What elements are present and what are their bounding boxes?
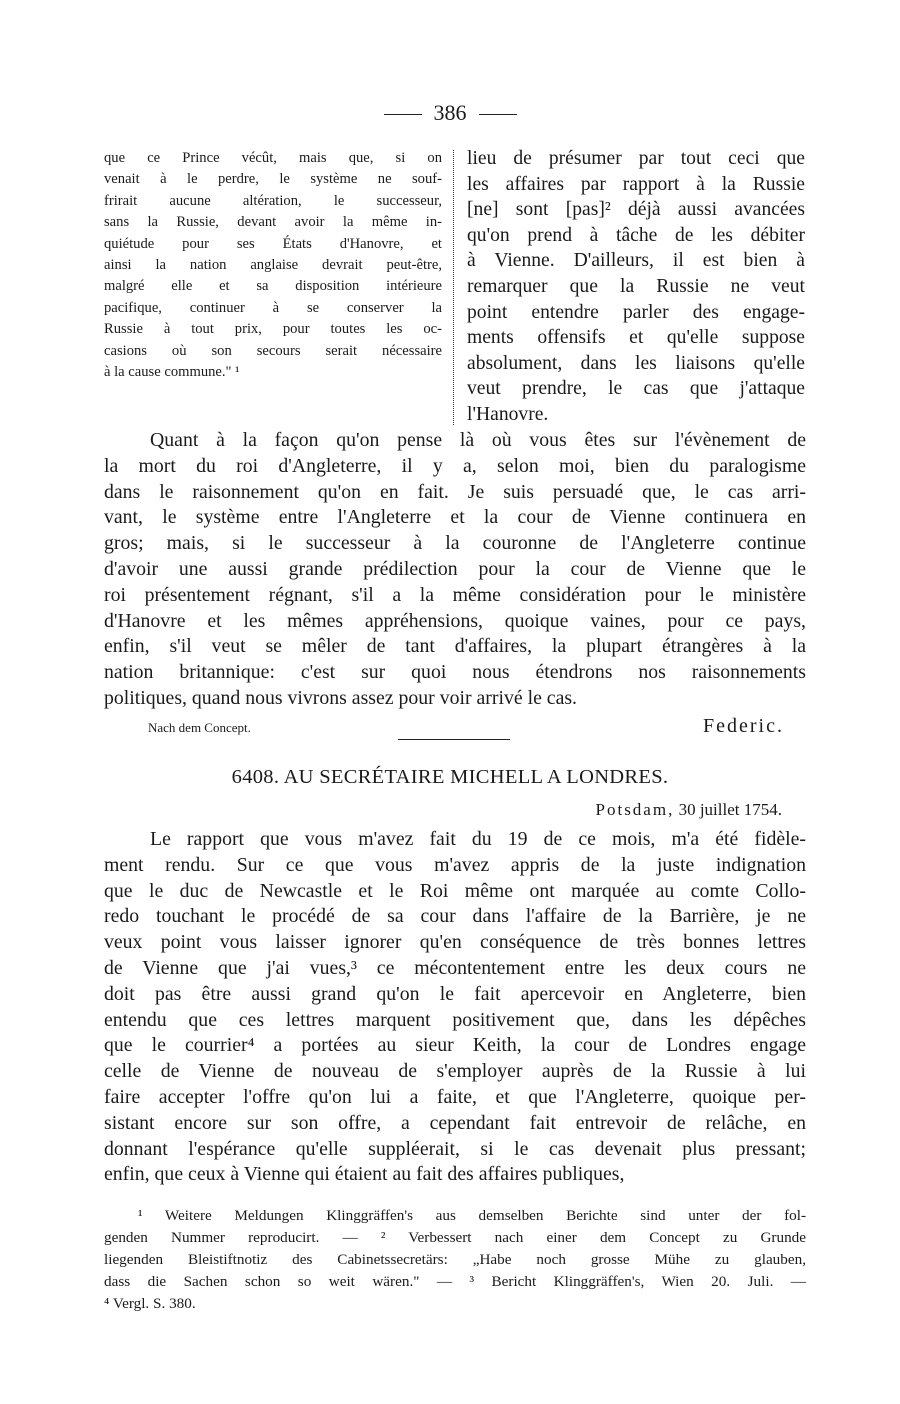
paragraph-2-line: que le duc de Newcastle et le Roi même ont marquée au comte Collo- [104,879,806,902]
column-divider [453,150,454,425]
left-column-line: casions où son secours serait nécessaire [104,342,442,359]
right-column-line: à Vienne. D'ailleurs, il est bien à [467,250,805,272]
closing-row [104,715,806,745]
paragraph-2-line: de Vienne que j'ai vues,³ ce mécontentement entre les deux cours ne [104,956,806,979]
right-column-line: l'Hanovre. [467,403,549,425]
paragraph-2-line: redo touchant le procédé de sa cour dans l'affaire de la Barrière, je ne [104,905,806,928]
paragraph-1-line: politiques, quand nous vivrons assez pour voir arrivé le cas. [104,686,577,709]
left-column-line: que ce Prince vécût, mais que, si on [104,150,442,166]
paragraph-1 [104,428,806,712]
header-dash-right [479,114,517,115]
paragraph-1-line: Quant à la façon qu'on pense là où vous êtes sur l'évènement de [150,429,806,451]
paragraph-2-line: ment rendu. Sur ce que vous m'avez appris de la juste indignation [104,853,806,876]
paragraph-1-line: d'Hanovre et les mêmes appréhensions, quoique vaines, pour ce pays, [104,609,806,632]
dateline [596,800,782,820]
footnote-line: genden Nummer reproducirt. — ² Verbessert nach einer dem Concept zu Grunde [104,1229,806,1246]
page-header [0,100,900,126]
paragraph-1-line: roi présentement régnant, s'il a la même considération pour le ministère [104,583,806,606]
signature: Federic. [703,715,784,737]
paragraph-2-line: celle de Vienne de nouveau de s'employer auprès de la Russie à lui [104,1060,806,1083]
right-column-line: remarquer que la Russie ne veut [467,275,805,297]
paragraph-1-line: nation britannique: c'est sur quoi nous étendrons nos raisonnements [104,661,806,684]
right-column-line: ments offensifs et qu'elle suppose [467,327,805,349]
left-column-line: ainsi la nation anglaise devrait peut-être, [104,257,442,274]
page-number: 386 [433,100,467,125]
paragraph-2-line: sistant encore sur son offre, a cependant fait entrevoir de relâche, en [104,1111,806,1134]
paragraph-2-line: que le courrier⁴ a portées au sieur Keith, la cour de Londres engage [104,1034,806,1057]
paragraph-2-line: donnant l'espérance qu'elle suppléerait, si le cas devenait plus pressant; [104,1137,806,1160]
footnote-line: ⁴ Vergl. S. 380. [104,1295,196,1312]
left-column-quote [104,148,442,383]
left-column-line: frirait aucune altération, le successeur, [104,192,442,209]
dateline-place: Potsdam, [595,800,675,819]
paragraph-2-line: enfin, que ceux à Vienne qui étaient au fait des affaires publiques, [104,1163,625,1186]
left-column-line: malgré elle et sa disposition intérieure [104,278,442,295]
dateline-date: 30 juillet 1754. [678,800,782,819]
left-column-line: venait à le perdre, le système ne souf- [104,171,442,188]
left-column-line: pacifique, continuer à se conserver la [104,299,442,316]
paragraph-2-line: Le rapport que vous m'avez fait du 19 de ce mois, m'a été fidèle- [150,828,806,850]
paragraph-2-line: entendu que ces lettres marquent positivement que, dans les dépêches [104,1008,806,1031]
paragraph-1-line: d'avoir une aussi grande prédilection pour la cour de Vienne que le [104,557,806,580]
document-title: 6408. AU SECRÉTAIRE MICHELL A LONDRES. [231,766,669,788]
paragraph-1-line: dans le raisonnement qu'on en fait. Je suis persuadé que, le cas arri- [104,480,806,503]
paragraph-1-line: gros; mais, si le successeur à la couronne de l'Angleterre continue [104,532,806,555]
source-note: Nach dem Concept. [148,720,251,735]
paragraph-1-line: vant, le système entre l'Angleterre et la cour de Vienne continuera en [104,506,806,529]
paragraph-1-line: la mort du roi d'Angleterre, il y a, selon moi, bien du paralogisme [104,454,806,477]
footnote-line: dass die Sachen schon so weit wären." — ³ Bericht Klinggräffen's, Wien 20. Juli. — [104,1273,806,1290]
right-column-line: veut prendre, le cas que j'attaque [467,378,805,400]
footnote-line: liegenden Bleistiftnotiz des Cabinetssecretärs: „Habe noch grosse Mühe zu glauben, [104,1251,806,1268]
footnotes [104,1205,806,1315]
right-column-line: lieu de présumer par tout ceci que [467,148,805,169]
left-column-line: quiétude pour ses États d'Hanovre, et [104,235,442,252]
right-column-line: qu'on prend à tâche de les débiter [467,224,805,246]
paragraph-1-line: enfin, s'il veut se mêler de tant d'affaires, la plupart étrangères à la [104,635,806,658]
right-column-line: les affaires par rapport à la Russie [467,173,805,195]
paragraph-2-line: faire accepter l'offre qu'on lui a faite, et que l'Angleterre, quoique per- [104,1085,806,1108]
left-column-line: à la cause commune." ¹ [104,364,240,381]
right-column-text [467,146,805,428]
separator-rule [398,739,510,740]
right-column-line: absolument, dans les liaisons qu'elle [467,352,805,374]
right-column-line: point entendre parler des engage- [467,301,805,323]
footnote-line: ¹ Weitere Meldungen Klinggräffen's aus demselben Berichte sind unter der fol- [138,1207,806,1224]
paragraph-2-line: doit pas être aussi grand qu'on le fait apercevoir en Angleterre, bien [104,982,806,1005]
left-column-line: sans la Russie, devant avoir la même in- [104,214,442,231]
left-column-line: Russie à tout prix, pour toutes les oc- [104,321,442,338]
paragraph-2 [104,827,806,1188]
right-column-line: [ne] sont [pas]² déjà aussi avancées [467,199,805,221]
paragraph-2-line: veux point vous laisser ignorer qu'en conséquence de très bonnes lettres [104,931,806,954]
header-dash-left [384,114,422,115]
